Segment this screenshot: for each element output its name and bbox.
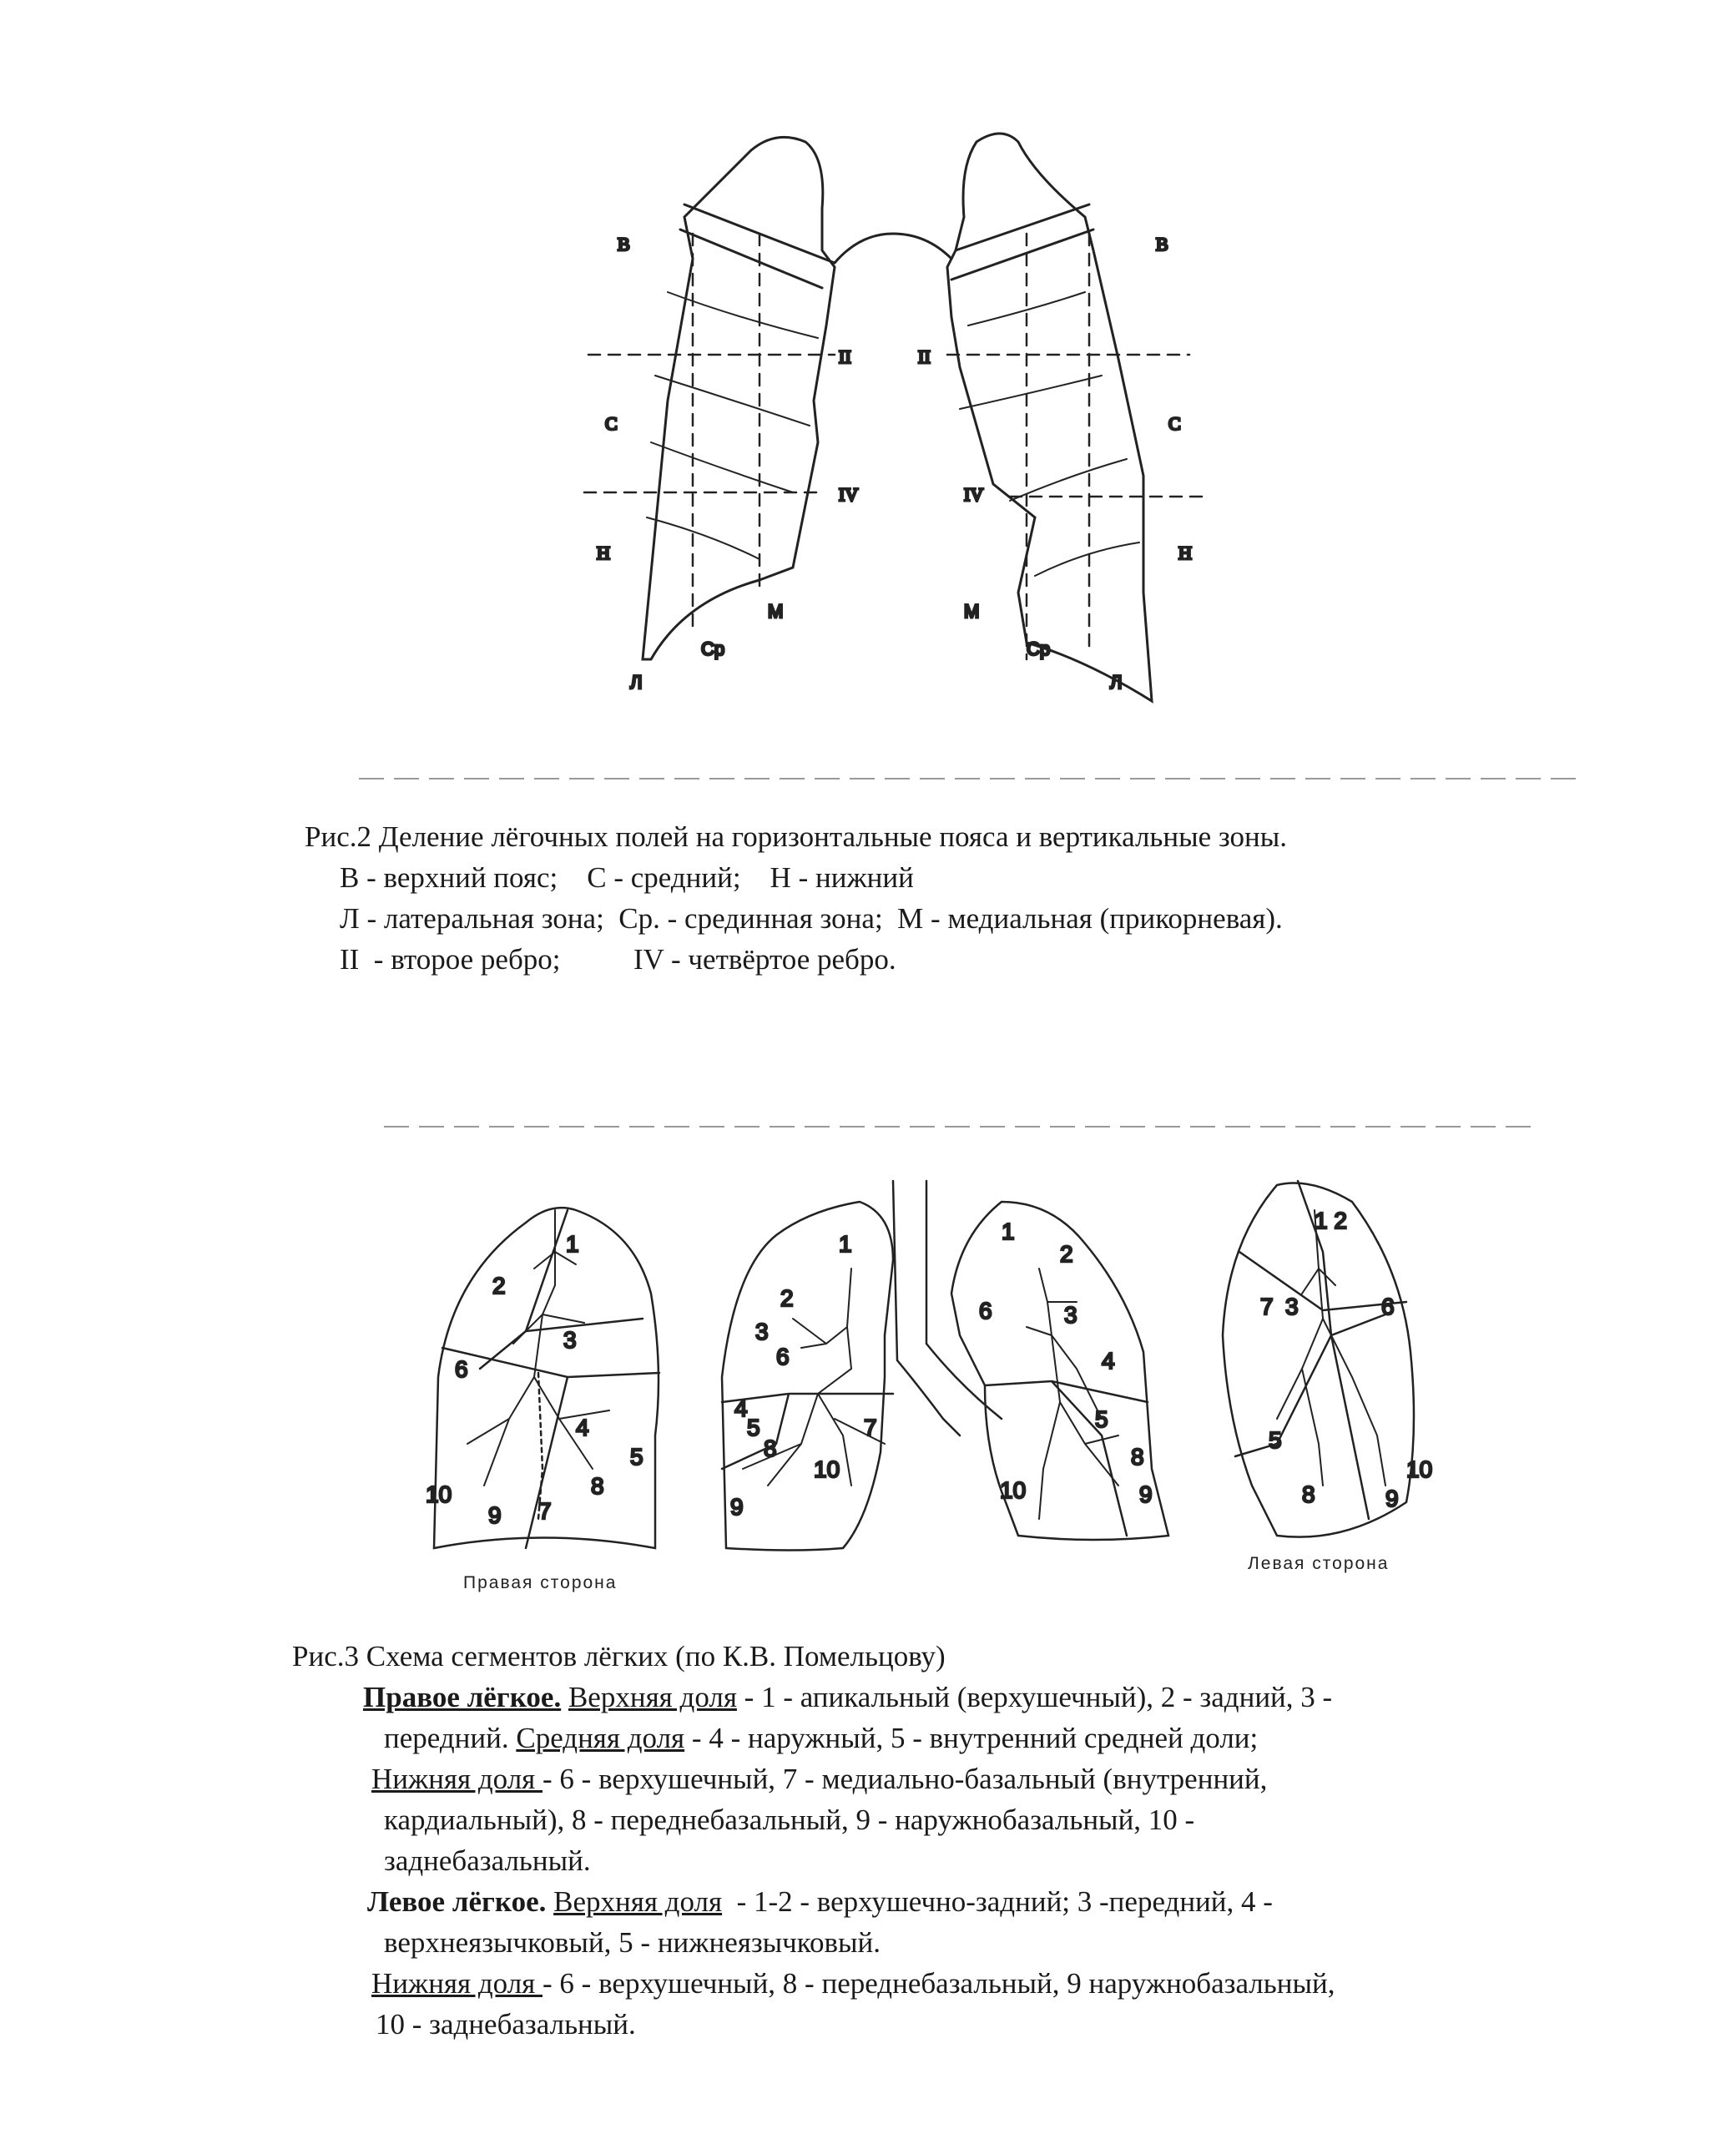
fig3-seg-8-a: 8 bbox=[591, 1473, 604, 1499]
fig3-seg-6-a: 6 bbox=[455, 1356, 468, 1382]
fig3-right-middle-lobe: Средняя доля bbox=[516, 1722, 685, 1754]
fig3-seg-6-c: 6 bbox=[979, 1298, 992, 1324]
fig3-seg-5-c: 5 bbox=[1095, 1406, 1108, 1432]
fig3-left-lung-line3 bbox=[292, 1963, 1335, 2004]
fig3-seg-2-c: 2 bbox=[1060, 1241, 1073, 1267]
fig2-label-middle-right: С bbox=[1168, 413, 1181, 434]
fig3-seg-7-d: 7 bbox=[1260, 1294, 1274, 1319]
fig3-seg-12-d: 1 2 bbox=[1315, 1208, 1347, 1234]
fig2-label-mid-left: Ср bbox=[701, 638, 725, 659]
fig3-caption bbox=[292, 1636, 1335, 2045]
fig3-seg-3-a: 3 bbox=[563, 1327, 577, 1353]
fig3-seg-3-c: 3 bbox=[1064, 1302, 1077, 1328]
fig3-seg-6-b: 6 bbox=[776, 1344, 790, 1370]
fig2-label-middle-left: С bbox=[605, 413, 618, 434]
fig3-seg-1-b: 1 bbox=[839, 1231, 852, 1257]
fig2-label-rib2-right: II bbox=[918, 346, 931, 367]
fig3-seg-3-b: 3 bbox=[755, 1319, 769, 1344]
fig3-seg-10-c: 10 bbox=[1000, 1477, 1027, 1503]
fig3-seg-8-b: 8 bbox=[764, 1435, 777, 1461]
fig3-right-lung-line1 bbox=[292, 1677, 1335, 1718]
fig3-left-lower-text: - 6 - верхушечный, 8 - переднебазальный, 9 наружнобазальный, bbox=[542, 1967, 1335, 2000]
fig3-seg-5-d: 5 bbox=[1269, 1427, 1282, 1453]
fig3-seg-2-a: 2 bbox=[492, 1273, 506, 1299]
fig3-right-middle-text: - 4 - наружный, 5 - внутренний средней доли; bbox=[684, 1722, 1259, 1754]
fig3-seg-10-b: 10 bbox=[814, 1456, 840, 1482]
fig3-left-lung-line1 bbox=[292, 1881, 1335, 1922]
fig3-seg-1-a: 1 bbox=[566, 1231, 579, 1257]
fig3-seg-6-d: 6 bbox=[1381, 1294, 1395, 1319]
fig3-left-lower-text2: 10 - заднебазальный. bbox=[376, 2008, 636, 2041]
fig2-label-rib2-left: II bbox=[839, 346, 851, 367]
fig3-right-lower-text2: кардиальный), 8 - переднебазальный, 9 - наружнобазальный, 10 - bbox=[384, 1804, 1195, 1836]
fig3-right-upper-text2: передний. bbox=[384, 1722, 517, 1754]
fig2-caption-line3: II - второе ребро; IV - четвёртое ребро. bbox=[340, 943, 896, 976]
fig3-left-upper-lobe: Верхняя доля bbox=[553, 1885, 723, 1918]
fig3-seg-9-a: 9 bbox=[488, 1502, 502, 1528]
fig3-left-upper-text2: верхнеязычковый, 5 - нижнеязычковый. bbox=[384, 1926, 881, 1959]
fig2-label-lateral-left: Л bbox=[630, 672, 643, 693]
fig3-seg-5-a: 5 bbox=[630, 1444, 643, 1470]
fig2-label-upper-right: В bbox=[1156, 234, 1168, 255]
fig2-caption-title: Рис.2 Деление лёгочных полей на горизонтальные пояса и вертикальные зоны. bbox=[305, 820, 1288, 853]
fig3-seg-5-b: 5 bbox=[747, 1415, 760, 1440]
fig3-seg-3-d: 3 bbox=[1285, 1294, 1299, 1319]
fig3-seg-7-a: 7 bbox=[538, 1498, 552, 1524]
fig2-label-lateral-right: Л bbox=[1110, 672, 1123, 693]
fig3-seg-4-a: 4 bbox=[576, 1415, 589, 1440]
fig3-seg-8-d: 8 bbox=[1302, 1481, 1315, 1507]
fig2-label-rib4-right: IV bbox=[964, 484, 984, 505]
fig3-left-lower-lobe: Нижняя доля bbox=[371, 1967, 543, 2000]
fig2-label-lower-left: Н bbox=[597, 542, 610, 563]
fig3-right-lower-lobe: Нижняя доля bbox=[371, 1763, 543, 1795]
fig2-label-upper-left: В bbox=[618, 234, 630, 255]
fig3-seg-9-d: 9 bbox=[1385, 1486, 1399, 1511]
fig3-right-lung-line3 bbox=[292, 1758, 1335, 1799]
fig2-caption-line1: В - верхний пояс; С - средний; Н - нижний bbox=[340, 861, 914, 894]
fig3-left-upper-text: - 1-2 - верхушечно-задний; 3 -передний, 4 - bbox=[722, 1885, 1273, 1918]
fig3-seg-10-a: 10 bbox=[426, 1481, 452, 1507]
fig3-left-side-label: Левая сторона bbox=[1248, 1554, 1390, 1573]
fig2-label-medial-right: М bbox=[964, 601, 980, 622]
fig3-right-lung-title: Правое лёгкое. bbox=[363, 1681, 562, 1713]
fig3-right-side-label: Правая сторона bbox=[463, 1573, 618, 1592]
fig3-seg-1-c: 1 bbox=[1002, 1218, 1015, 1244]
fig3-seg-2-b: 2 bbox=[780, 1285, 794, 1311]
fig3-left-lung-title: Левое лёгкое. bbox=[367, 1885, 547, 1918]
fig2-label-mid-right: Ср bbox=[1027, 638, 1051, 659]
fig3-right-lower-text: - 6 - верхушечный, 7 - медиально-базальный (внутренний, bbox=[542, 1763, 1268, 1795]
fig2-label-lower-right: Н bbox=[1178, 542, 1192, 563]
fig2-label-rib4-left: IV bbox=[839, 484, 859, 505]
fig2-caption-line2: Л - латеральная зона; Ср. - срединная зона; М - медиальная (прикорневая). bbox=[340, 902, 1283, 935]
fig3-seg-9-b: 9 bbox=[730, 1494, 744, 1520]
fig3-seg-9-c: 9 bbox=[1139, 1481, 1153, 1507]
fig3-seg-8-c: 8 bbox=[1131, 1444, 1144, 1470]
fig3-right-upper-lobe: Верхняя доля bbox=[568, 1681, 737, 1713]
fig3-caption-title: Рис.3 Схема сегментов лёгких (по К.В. Помельцову) bbox=[292, 1640, 946, 1672]
fig3-right-lung-line2 bbox=[292, 1718, 1335, 1758]
fig3-seg-4-c: 4 bbox=[1102, 1348, 1115, 1374]
fig3-seg-4-b: 4 bbox=[734, 1395, 748, 1421]
fig3-right-lower-text3: заднебазальный. bbox=[384, 1844, 591, 1877]
fig3-right-upper-text: - 1 - апикальный (верхушечный), 2 - задний, 3 - bbox=[736, 1681, 1333, 1713]
fig3-seg-10-d: 10 bbox=[1406, 1456, 1433, 1482]
fig2-label-medial-left: М bbox=[768, 601, 784, 622]
fig3-seg-7-b: 7 bbox=[864, 1415, 877, 1440]
